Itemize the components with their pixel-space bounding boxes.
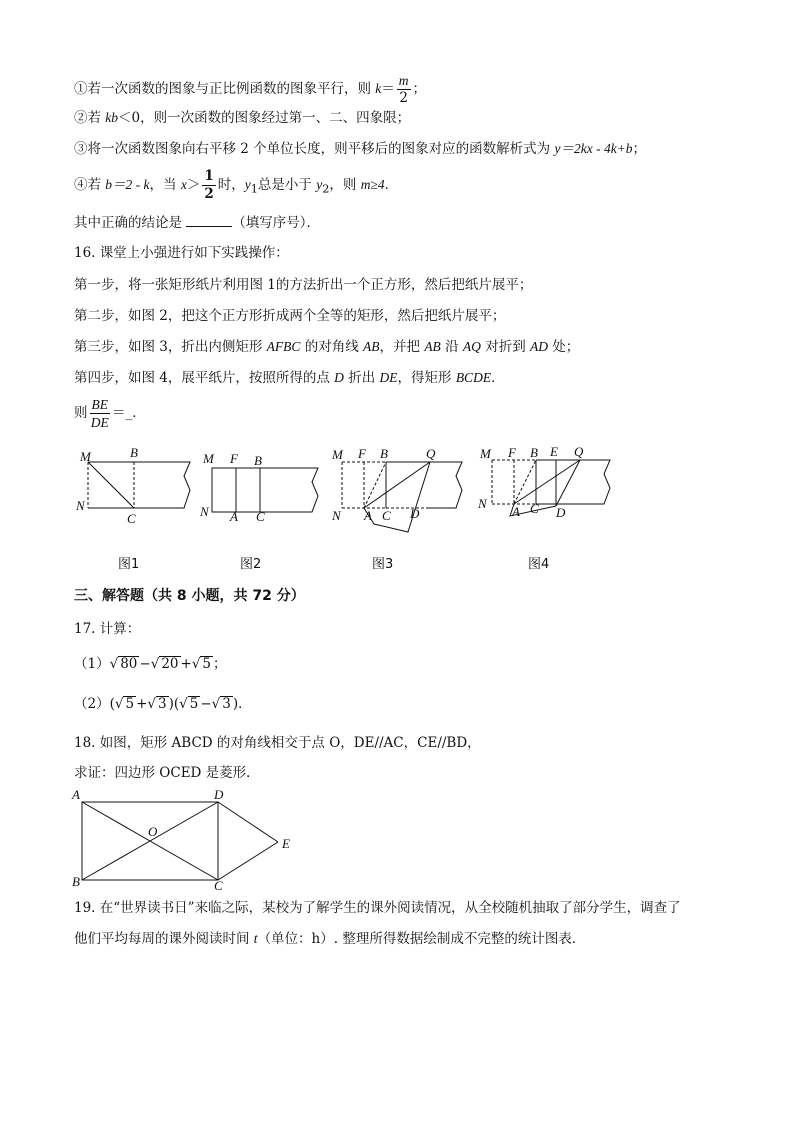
- label-a: A: [364, 508, 372, 523]
- denominator: DE: [90, 415, 109, 430]
- label-b: B: [254, 453, 262, 468]
- expression: y＝2kx - 4k+b: [554, 141, 633, 156]
- label-n: N: [478, 496, 487, 511]
- label-c: C: [214, 878, 223, 893]
- text: （2）: [74, 696, 110, 712]
- text: （1）: [74, 656, 110, 672]
- label-b: B: [380, 446, 388, 461]
- var: D: [334, 370, 344, 385]
- var: BCDE: [455, 370, 492, 385]
- q16-title: 16. 课堂上小强进行如下实践操作：: [74, 245, 289, 261]
- expression: m≥4: [360, 177, 385, 192]
- label-o: O: [148, 824, 158, 839]
- text: ；: [412, 81, 427, 97]
- numerator: 1: [204, 168, 214, 184]
- text: ＜0，则一次函数的图象经过第一、二、四象限；: [118, 110, 411, 126]
- text: ①若一次函数的图象与正比例函数的图象平行，则: [74, 81, 376, 97]
- text: ③将一次函数图象向右平移 2 个单位长度，则平移后的图象对应的函数解析式为: [74, 141, 555, 157]
- q18-line2: 求证：四边形 OCED 是菱形．: [74, 765, 260, 781]
- text: ；: [213, 656, 227, 672]
- text: （单位：h）. 整理所得数据绘制成不完整的统计图表．: [257, 931, 586, 947]
- label-d: D: [556, 505, 566, 520]
- var: AB: [363, 339, 380, 354]
- caption-fig2: 图2: [240, 557, 262, 572]
- q17-part1: （1）√ 80 −√ 20 +√ 5 ；: [74, 656, 227, 672]
- label-f: F: [358, 446, 366, 461]
- q19-line2: [74, 929, 585, 949]
- text: 总是小于: [257, 177, 317, 193]
- label-c: C: [530, 501, 539, 516]
- text: ，并把: [379, 339, 425, 355]
- numerator: m: [398, 73, 409, 88]
- label-n: N: [200, 504, 209, 519]
- text: ④若: [74, 177, 106, 193]
- label-a: A: [512, 504, 520, 519]
- text: ，当: [149, 177, 181, 193]
- caption-fig4: 图4: [528, 557, 550, 572]
- var-x: x: [180, 177, 187, 192]
- label-a: A: [72, 787, 80, 802]
- caption-fig3: 图3: [372, 557, 394, 572]
- subscript: 1: [250, 182, 258, 196]
- section-3-heading: 三、解答题（共 8 小题，共 72 分）: [74, 588, 305, 604]
- q16-figure-2: [200, 446, 330, 576]
- answer-blank[interactable]: [186, 212, 232, 227]
- radicand: 5: [125, 696, 135, 712]
- var-k: k: [375, 81, 382, 96]
- operator: +: [136, 696, 148, 712]
- operator: +: [180, 656, 192, 672]
- var: AFBC: [266, 339, 301, 354]
- var: AD: [530, 339, 548, 354]
- label-c: C: [382, 508, 391, 523]
- var-kb: kb: [105, 110, 119, 125]
- label-b: B: [530, 445, 538, 460]
- q18-figure: [66, 786, 306, 896]
- text: 时，: [217, 177, 245, 193]
- paren: )(: [168, 696, 180, 712]
- text: ＝: [381, 81, 395, 97]
- text: （填写序号）．: [232, 215, 321, 231]
- q16-step1: 第一步，将一张矩形纸片利用图 1的方法折出一个正方形，然后把纸片展平；: [74, 277, 533, 293]
- text: 第三步，如图 3，折出内侧矩形: [74, 339, 267, 355]
- fraction-m-over-2: [397, 72, 411, 107]
- expression: b＝2 - k: [105, 177, 150, 192]
- label-e: E: [550, 444, 558, 459]
- label-c: C: [127, 511, 136, 526]
- q19-line1: 19. 在“世界读书日”来临之际，某校为了解学生的课外阅读情况，从全校随机抽取了部分学生，调查了: [74, 900, 681, 916]
- fraction-1-over-2: [202, 168, 215, 203]
- label-d: D: [214, 787, 224, 802]
- radicand: 20: [161, 656, 179, 672]
- label-b: B: [130, 445, 138, 460]
- label-m: M: [332, 447, 343, 462]
- label-n: N: [332, 508, 341, 523]
- var: DE: [379, 370, 398, 385]
- text: 的对角线: [300, 339, 364, 355]
- subscript: 2: [322, 182, 330, 196]
- radicand: 5: [189, 696, 199, 712]
- label-m: M: [203, 451, 214, 466]
- operator: −: [200, 696, 212, 712]
- text: ；: [632, 141, 647, 157]
- label-f: F: [508, 445, 516, 460]
- q16-step4: [74, 368, 505, 388]
- var: AB: [424, 339, 441, 354]
- text: 折出: [343, 370, 380, 386]
- radicand: 80: [120, 656, 138, 672]
- text: 他们平均每周的课外阅读时间: [74, 931, 254, 947]
- text: 第四步，如图 4，展平纸片，按照所得的点: [74, 370, 335, 386]
- q17-part2: （2）(√ 5 +√ 3 )(√ 5 −√ 3 )．: [74, 696, 252, 712]
- text: 对折到: [480, 339, 530, 355]
- q15-statement-3: [74, 139, 646, 159]
- radicand: 3: [222, 696, 231, 712]
- var-y: y: [244, 177, 251, 192]
- q16-figure-3: [330, 446, 470, 576]
- q16-figure-1: [72, 446, 202, 576]
- text: ．: [384, 177, 399, 193]
- var-y: y: [316, 177, 323, 192]
- text: ．: [491, 370, 505, 386]
- paren: ): [232, 696, 239, 712]
- label-f: F: [230, 451, 238, 466]
- label-n: N: [76, 498, 85, 513]
- radicand: 3: [158, 696, 167, 712]
- label-m: M: [80, 449, 91, 464]
- caption-fig1: 图1: [118, 557, 140, 572]
- label-m: M: [480, 446, 491, 461]
- radicand: 5: [202, 656, 212, 672]
- label-d: D: [410, 506, 420, 521]
- var-t: t: [253, 931, 258, 946]
- q15-answer-line: [74, 212, 320, 233]
- paren: (: [109, 696, 115, 712]
- q16-step2: 第二步，如图 2，把这个正方形折成两个全等的矩形，然后把纸片展平；: [74, 308, 506, 324]
- q15-statement-1: [74, 72, 426, 107]
- q18-line1: 18. 如图，矩形 ABCD 的对角线相交于点 O，DE//AC，CE//BD，: [74, 735, 481, 751]
- numerator: BE: [91, 397, 108, 412]
- text: ＝_．: [112, 405, 146, 421]
- denominator: 2: [204, 186, 214, 202]
- text: 其中正确的结论是: [74, 215, 187, 231]
- text: ，则: [329, 177, 361, 193]
- q15-statement-4: [74, 168, 398, 203]
- text: ，得矩形: [397, 370, 456, 386]
- text: 沿: [440, 339, 463, 355]
- operator: −: [139, 656, 151, 672]
- q16-figure-4: [476, 446, 626, 576]
- label-q: Q: [426, 446, 436, 461]
- q16-question-line: [74, 396, 146, 431]
- text: 处；: [548, 339, 580, 355]
- fraction-be-over-de: [90, 396, 111, 431]
- text: ＞: [186, 177, 201, 193]
- q17-title: 17. 计算：: [74, 621, 141, 637]
- label-a: A: [230, 509, 238, 524]
- denominator: 2: [399, 90, 408, 106]
- q16-step3: [74, 337, 579, 357]
- text: ．: [238, 696, 252, 712]
- q15-statement-2: [74, 108, 410, 128]
- text: 则: [74, 405, 88, 421]
- text: ②若: [74, 110, 106, 126]
- label-e: E: [282, 836, 290, 851]
- label-q: Q: [574, 444, 584, 459]
- var: AQ: [462, 339, 481, 354]
- label-c: C: [256, 509, 265, 524]
- label-b: B: [72, 874, 80, 889]
